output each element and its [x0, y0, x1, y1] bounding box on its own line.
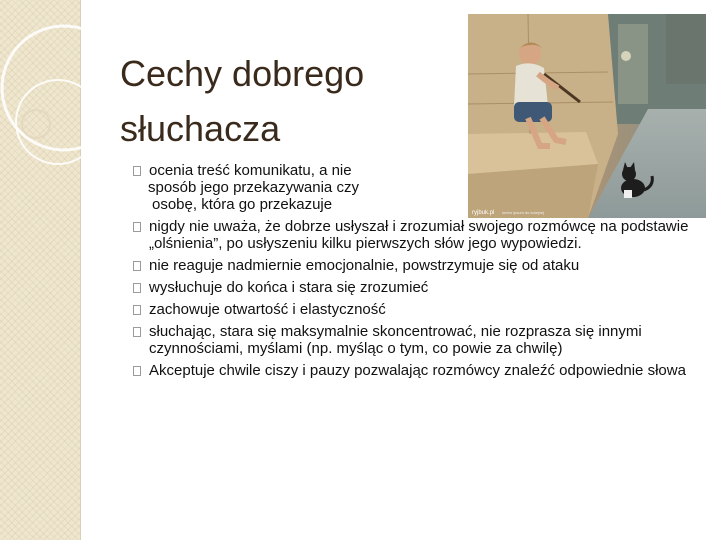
bullet-box-icon [133, 166, 141, 176]
bullet-box-icon [133, 283, 141, 293]
bullet-5-text: zachowuje otwartość i elastyczność [149, 301, 386, 318]
bullet-item-6 [140, 323, 700, 357]
bullet-item-5 [140, 301, 700, 318]
bullet-4-text: wysłuchuje do końca i stara się zrozumieć [149, 279, 429, 296]
title-line-2: słuchacza [120, 108, 281, 149]
title-line-1: Cechy dobrego [120, 53, 365, 94]
bullet-item-4 [140, 279, 700, 296]
bullet-item-2 [140, 218, 700, 252]
photo-watermark-small: lorem ipsum do kolejnej [502, 210, 545, 215]
bullet-3-text: nie reaguje nadmiernie emocjonalnie, powstrzymuje się od ataku [149, 257, 580, 274]
photo-watermark: ryjbuk.pl [472, 210, 495, 216]
bullet-item-1 [140, 162, 700, 213]
bullet-box-icon [133, 327, 141, 337]
bullet-6-text: słuchając, stara się maksymalnie skoncentrować, nie rozprasza się innymi czynnościami, myślami (np. myśląc o tym, co powie za chwilę) [149, 323, 642, 357]
bullet-box-icon [133, 305, 141, 315]
bullet-box-icon [133, 222, 141, 232]
bullet-1-line-1: ocenia treść komunikatu, a nie [149, 162, 352, 179]
bullet-box-icon [133, 366, 141, 376]
bullet-2-text: nigdy nie uważa, że dobrze usłyszał i zrozumiał swojego rozmówcę na podstawie „olśnienia”, po usłyszeniu kilku pierwszych słów jego wypowiedzi. [149, 218, 689, 252]
bullet-list [140, 162, 700, 384]
bullet-1-line-2: sposób jego przekazywania czy [148, 179, 359, 196]
page-title [120, 46, 440, 156]
bullet-item-7 [140, 362, 700, 379]
bullet-1-line-3: osobę, która go przekazuje [152, 196, 333, 213]
bullet-box-icon [133, 261, 141, 271]
bullet-7-text: Akceptuje chwile ciszy i pauzy pozwalając rozmówcy znaleźć odpowiednie słowa [149, 362, 686, 379]
bullet-item-3 [140, 257, 700, 274]
